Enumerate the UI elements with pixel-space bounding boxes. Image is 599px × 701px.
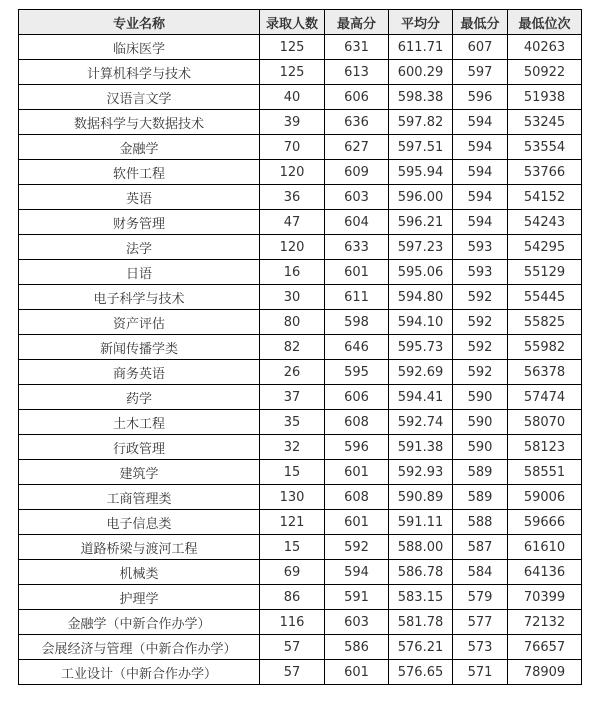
min-score-cell: 590	[453, 410, 508, 435]
admitted-count-cell: 70	[260, 135, 325, 160]
min-score-cell: 579	[453, 585, 508, 610]
avg-score-cell: 588.00	[389, 535, 453, 560]
max-score-cell: 596	[325, 435, 389, 460]
admitted-count-cell: 35	[260, 410, 325, 435]
avg-score-cell: 594.41	[389, 385, 453, 410]
min-rank-cell: 54243	[508, 210, 582, 235]
min-rank-cell: 40263	[508, 35, 582, 60]
min-rank-cell: 59666	[508, 510, 582, 535]
major-name-cell: 土木工程	[19, 410, 260, 435]
admitted-count-cell: 69	[260, 560, 325, 585]
min-score-cell: 588	[453, 510, 508, 535]
table-row	[19, 360, 582, 385]
avg-score-cell: 596.00	[389, 185, 453, 210]
admitted-count-cell: 86	[260, 585, 325, 610]
max-score-cell: 608	[325, 410, 389, 435]
min-rank-cell: 78909	[508, 660, 582, 685]
header-row	[19, 10, 582, 35]
min-rank-cell: 55445	[508, 285, 582, 310]
table-row	[19, 560, 582, 585]
max-score-cell: 609	[325, 160, 389, 185]
table-row	[19, 610, 582, 635]
major-name-cell: 财务管理	[19, 210, 260, 235]
table-row	[19, 60, 582, 85]
table-row	[19, 335, 582, 360]
min-rank-cell: 50922	[508, 60, 582, 85]
min-score-cell: 607	[453, 35, 508, 60]
min-score-cell: 593	[453, 235, 508, 260]
min-rank-cell: 55129	[508, 260, 582, 285]
major-name-cell: 临床医学	[19, 35, 260, 60]
min-score-cell: 592	[453, 310, 508, 335]
table-body	[19, 35, 582, 685]
min-rank-cell: 59006	[508, 485, 582, 510]
table-row	[19, 460, 582, 485]
major-name-cell: 道路桥梁与渡河工程	[19, 535, 260, 560]
max-score-cell: 646	[325, 335, 389, 360]
major-name-cell: 护理学	[19, 585, 260, 610]
major-name-cell: 工商管理类	[19, 485, 260, 510]
max-score-cell: 595	[325, 360, 389, 385]
admitted-count-cell: 130	[260, 485, 325, 510]
admitted-count-cell: 125	[260, 60, 325, 85]
table-row	[19, 235, 582, 260]
avg-score-cell: 598.38	[389, 85, 453, 110]
table-row	[19, 310, 582, 335]
admitted-count-cell: 120	[260, 235, 325, 260]
admitted-count-cell: 47	[260, 210, 325, 235]
admitted-count-cell: 26	[260, 360, 325, 385]
table-row	[19, 660, 582, 685]
table-row	[19, 385, 582, 410]
major-name-cell: 金融学（中新合作办学）	[19, 610, 260, 635]
admitted-count-cell: 30	[260, 285, 325, 310]
major-name-cell: 电子信息类	[19, 510, 260, 535]
major-name-cell: 机械类	[19, 560, 260, 585]
min-score-cell: 592	[453, 360, 508, 385]
avg-score-cell: 595.94	[389, 160, 453, 185]
min-rank-cell: 54152	[508, 185, 582, 210]
min-rank-cell: 53554	[508, 135, 582, 160]
table-row	[19, 585, 582, 610]
table-row	[19, 135, 582, 160]
max-score-cell: 601	[325, 510, 389, 535]
admitted-count-cell: 82	[260, 335, 325, 360]
admitted-count-cell: 39	[260, 110, 325, 135]
max-score-cell: 608	[325, 485, 389, 510]
max-score-cell: 627	[325, 135, 389, 160]
admitted-count-cell: 36	[260, 185, 325, 210]
max-score-cell: 636	[325, 110, 389, 135]
major-name-cell: 会展经济与管理（中新合作办学）	[19, 635, 260, 660]
admitted-count-cell: 57	[260, 635, 325, 660]
min-score-cell: 596	[453, 85, 508, 110]
major-name-cell: 金融学	[19, 135, 260, 160]
min-rank-cell: 58551	[508, 460, 582, 485]
admitted-count-cell: 80	[260, 310, 325, 335]
min-score-cell: 594	[453, 185, 508, 210]
admitted-count-cell: 120	[260, 160, 325, 185]
max-score-cell: 586	[325, 635, 389, 660]
min-score-cell: 584	[453, 560, 508, 585]
min-rank-cell: 76657	[508, 635, 582, 660]
table-row	[19, 35, 582, 60]
min-score-cell: 590	[453, 435, 508, 460]
max-score-cell: 603	[325, 185, 389, 210]
avg-score-cell: 594.80	[389, 285, 453, 310]
max-score-cell: 598	[325, 310, 389, 335]
major-name-cell: 法学	[19, 235, 260, 260]
major-name-cell: 工业设计（中新合作办学）	[19, 660, 260, 685]
min-score-cell: 577	[453, 610, 508, 635]
admitted-count-cell: 40	[260, 85, 325, 110]
header-major-name: 专业名称	[19, 10, 260, 35]
avg-score-cell: 581.78	[389, 610, 453, 635]
max-score-cell: 604	[325, 210, 389, 235]
avg-score-cell: 591.38	[389, 435, 453, 460]
header-avg-score: 平均分	[389, 10, 453, 35]
major-name-cell: 资产评估	[19, 310, 260, 335]
avg-score-cell: 591.11	[389, 510, 453, 535]
avg-score-cell: 597.51	[389, 135, 453, 160]
avg-score-cell: 597.23	[389, 235, 453, 260]
major-name-cell: 商务英语	[19, 360, 260, 385]
min-rank-cell: 58070	[508, 410, 582, 435]
header-admitted-count: 录取人数	[260, 10, 325, 35]
min-rank-cell: 64136	[508, 560, 582, 585]
table-row	[19, 285, 582, 310]
min-rank-cell: 57474	[508, 385, 582, 410]
min-score-cell: 571	[453, 660, 508, 685]
min-score-cell: 593	[453, 260, 508, 285]
max-score-cell: 601	[325, 460, 389, 485]
admitted-count-cell: 16	[260, 260, 325, 285]
avg-score-cell: 592.74	[389, 410, 453, 435]
admitted-count-cell: 121	[260, 510, 325, 535]
max-score-cell: 603	[325, 610, 389, 635]
table-row	[19, 510, 582, 535]
min-score-cell: 589	[453, 460, 508, 485]
min-rank-cell: 55825	[508, 310, 582, 335]
admitted-count-cell: 116	[260, 610, 325, 635]
max-score-cell: 631	[325, 35, 389, 60]
table-row	[19, 160, 582, 185]
avg-score-cell: 597.82	[389, 110, 453, 135]
major-name-cell: 计算机科学与技术	[19, 60, 260, 85]
admitted-count-cell: 15	[260, 535, 325, 560]
major-name-cell: 数据科学与大数据技术	[19, 110, 260, 135]
major-name-cell: 英语	[19, 185, 260, 210]
min-score-cell: 573	[453, 635, 508, 660]
min-score-cell: 589	[453, 485, 508, 510]
avg-score-cell: 595.06	[389, 260, 453, 285]
admitted-count-cell: 125	[260, 35, 325, 60]
min-score-cell: 594	[453, 135, 508, 160]
table-row	[19, 535, 582, 560]
header-min-score: 最低分	[453, 10, 508, 35]
min-rank-cell: 56378	[508, 360, 582, 385]
admitted-count-cell: 32	[260, 435, 325, 460]
min-score-cell: 592	[453, 335, 508, 360]
header-max-score: 最高分	[325, 10, 389, 35]
max-score-cell: 606	[325, 385, 389, 410]
table-row	[19, 260, 582, 285]
min-rank-cell: 51938	[508, 85, 582, 110]
min-rank-cell: 70399	[508, 585, 582, 610]
table-row	[19, 485, 582, 510]
avg-score-cell: 595.73	[389, 335, 453, 360]
table-row	[19, 185, 582, 210]
min-rank-cell: 53766	[508, 160, 582, 185]
max-score-cell: 592	[325, 535, 389, 560]
max-score-cell: 594	[325, 560, 389, 585]
avg-score-cell: 576.21	[389, 635, 453, 660]
major-name-cell: 建筑学	[19, 460, 260, 485]
avg-score-cell: 611.71	[389, 35, 453, 60]
min-rank-cell: 55982	[508, 335, 582, 360]
avg-score-cell: 592.69	[389, 360, 453, 385]
avg-score-cell: 600.29	[389, 60, 453, 85]
major-name-cell: 新闻传播学类	[19, 335, 260, 360]
min-score-cell: 594	[453, 110, 508, 135]
major-name-cell: 药学	[19, 385, 260, 410]
table-row	[19, 435, 582, 460]
admission-score-table	[18, 9, 582, 685]
max-score-cell: 601	[325, 260, 389, 285]
major-name-cell: 日语	[19, 260, 260, 285]
header-min-rank: 最低位次	[508, 10, 582, 35]
min-score-cell: 597	[453, 60, 508, 85]
min-score-cell: 590	[453, 385, 508, 410]
max-score-cell: 606	[325, 85, 389, 110]
major-name-cell: 电子科学与技术	[19, 285, 260, 310]
table-row	[19, 210, 582, 235]
avg-score-cell: 586.78	[389, 560, 453, 585]
min-score-cell: 587	[453, 535, 508, 560]
table-row	[19, 635, 582, 660]
avg-score-cell: 590.89	[389, 485, 453, 510]
max-score-cell: 633	[325, 235, 389, 260]
min-rank-cell: 54295	[508, 235, 582, 260]
avg-score-cell: 576.65	[389, 660, 453, 685]
max-score-cell: 613	[325, 60, 389, 85]
min-rank-cell: 53245	[508, 110, 582, 135]
table-row	[19, 85, 582, 110]
min-score-cell: 594	[453, 210, 508, 235]
min-rank-cell: 58123	[508, 435, 582, 460]
max-score-cell: 601	[325, 660, 389, 685]
avg-score-cell: 583.15	[389, 585, 453, 610]
major-name-cell: 行政管理	[19, 435, 260, 460]
table-row	[19, 110, 582, 135]
major-name-cell: 汉语言文学	[19, 85, 260, 110]
max-score-cell: 591	[325, 585, 389, 610]
admitted-count-cell: 37	[260, 385, 325, 410]
avg-score-cell: 594.10	[389, 310, 453, 335]
admitted-count-cell: 15	[260, 460, 325, 485]
min-rank-cell: 72132	[508, 610, 582, 635]
min-rank-cell: 61610	[508, 535, 582, 560]
max-score-cell: 611	[325, 285, 389, 310]
major-name-cell: 软件工程	[19, 160, 260, 185]
min-score-cell: 592	[453, 285, 508, 310]
min-score-cell: 594	[453, 160, 508, 185]
avg-score-cell: 592.93	[389, 460, 453, 485]
table-row	[19, 410, 582, 435]
avg-score-cell: 596.21	[389, 210, 453, 235]
admitted-count-cell: 57	[260, 660, 325, 685]
